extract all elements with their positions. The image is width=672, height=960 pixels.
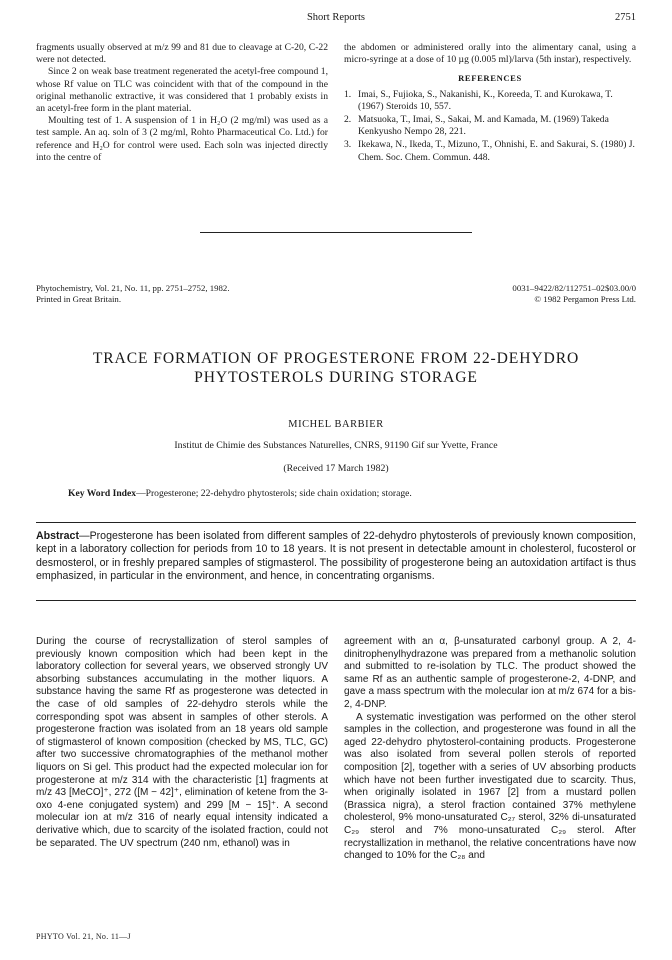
reference-number: 2. <box>344 114 352 126</box>
citation-line: Phytochemistry, Vol. 21, No. 11, pp. 2751–2752, 1982. <box>36 283 230 293</box>
keyword-index <box>68 488 636 499</box>
reference-item <box>344 114 636 138</box>
section-divider <box>200 232 472 233</box>
footer: PHYTO Vol. 21, No. 11—J <box>36 932 131 941</box>
paragraph: the abdomen or administered orally into the alimentary canal, using a micro-syringe at a dose of 10 µg (0.005 ml)/larva (5th instar), respectively. <box>344 42 636 66</box>
reference-text: Matsuoka, T., Imai, S., Sakai, M. and Kamada, M. (1969) Takeda Kenkyusho Nempo 28, 221. <box>358 114 609 138</box>
author: MICHEL BARBIER <box>288 419 384 430</box>
body-left-column <box>36 636 328 850</box>
affiliation: Institut de Chimie des Substances Naturelles, CNRS, 91190 Gif sur Yvette, France <box>174 440 498 451</box>
paragraph: A systematic investigation was performed on the other sterol samples in the collection, and progesterone was found in all the aged 22-dehydro phytosterol-containing products. Progesterone was also isolated from several pollen sterols of reported composition [2], together with a series of UV absorbing products which have not been further investigated due to scarcity. Thus, when originally isolated in 1967 [2] from a mustard pollen (Brassica nigra), a sterol fraction contained 37% methylene cholesterol, 9% mono-unsaturated C₂₇ sterol, 32% di-unsaturated C₂₉ sterol and 7% mono-unsaturated C₂₉ sterol. After recrystallization in methanol, the relative concentrations have now changed to 10% for the C₂₈ and <box>344 711 636 862</box>
paragraph: Moulting test of 1. A suspension of 1 in H₂O (2 mg/ml) was used as a test sample. An aq. soln of 3 (2 mg/ml, Rohto Pharmaceutical Co. Ltd.) for reference and H₂O for control were used. Each soln was injected directly into the centre of <box>36 115 328 163</box>
reference-item <box>344 89 636 113</box>
previous-article-right-column <box>344 42 636 165</box>
body-right-column <box>344 636 636 863</box>
title-line: PHYTOSTEROLS DURING STORAGE <box>194 369 478 386</box>
previous-article-left-column <box>36 42 328 164</box>
keywords-text: —Progesterone; 22-dehydro phytosterols; side chain oxidation; storage. <box>136 488 412 499</box>
abstract <box>36 530 636 584</box>
paragraph: agreement with an α, β-unsaturated carbonyl group. A 2, 4-dinitrophenylhydrazone was prepared from a methanolic solution and submitted to re-isolation by TLC. The product showed the same Rf as an authentic sample of progesterone-2, 4-DNP, and gave a mass spectrum with the molecular ion at m/z 674 for a bis-2, 4-DNP. <box>344 636 636 710</box>
citation-line: Printed in Great Britain. <box>36 294 122 304</box>
article-title <box>36 349 636 387</box>
abstract-bottom-rule <box>36 600 636 601</box>
abstract-text: —Progesterone has been isolated from different samples of 22-dehydro phytosterols of previously known composition, kept in a laboratory collection for periods from 10 to 18 years. It is not present in detectable amount in cholesterol, fucosterol or desmosterol, or in freshly prepared samples of stigmasterol. The possibility of progesterone being an autoxidation artifact is thus emphasized, in particular in the environment, and hence, in concentrating organisms. <box>36 530 636 583</box>
reference-number: 1. <box>344 88 352 100</box>
page-number: 2751 <box>615 12 636 23</box>
title-line: TRACE FORMATION OF PROGESTERONE FROM 22-DEHYDRO <box>92 350 580 367</box>
paragraph: During the course of recrystallization of sterol samples of previously known composition which had been kept in the laboratory collection for several years, we observed strongly UV absorbing substances accumulating in the mother liquors. A substance having the same Rf as progesterone was detected in the case of old samples of 22-dehydro sterols while the corresponding spot was absent in samples of other sterols. A progesterone fraction was isolated from an 18 years old sample of stigmasterol of known composition (checked by MS, TLC, GC) after two successive chromatographies of the methanol mother liquors on Si gel. This product had the expected molecular ion for progesterone at m/z 314 with the characteristic [1] fragments at m/z 43 [MeCO]⁺, 272 ([M − 42]⁺, elimination of ketene from the 3-oxo 4-ene conjugated system) and 299 [M − 15]⁺. A second molecular ion at m/z 316 of nearly equal intensity indicated a derivative which, due to scarcity of the isolated fraction, could not be separated. The UV spectrum (240 nm, ethanol) was in <box>36 636 328 849</box>
references-heading: REFERENCES <box>458 73 522 84</box>
paragraph: Since 2 on weak base treatment regenerated the acetyl-free compound 1, whose Rf value on TLC was coincident with that of the compound in the original methanolic extractive, it was considered that 1 probably exists in an acetyl-free form in the plant material. <box>36 66 328 115</box>
code-line: 0031–9422/82/112751–02$03.00/0 <box>512 283 636 293</box>
received-date: (Received 17 March 1982) <box>283 463 389 474</box>
reference-text: Ikekawa, N., Ikeda, T., Mizuno, T., Ohnishi, E. and Sakurai, S. (1980) J. Chem. Soc. Chem. Commun. 448. <box>358 139 635 163</box>
reference-item <box>344 139 636 163</box>
abstract-top-rule <box>36 522 636 523</box>
paragraph: fragments usually observed at m/z 99 and 81 due to cleavage at C-20, C-22 were not detected. <box>36 42 328 66</box>
running-head <box>36 12 636 28</box>
copyright-line: © 1982 Pergamon Press Ltd. <box>534 294 636 304</box>
journal-citation <box>36 283 230 305</box>
reference-text: Imai, S., Fujioka, S., Nakanishi, K., Koreeda, T. and Kurokawa, T. (1967) Steroids 10, 557. <box>358 88 613 112</box>
running-head-title: Short Reports <box>306 12 366 23</box>
reference-number: 3. <box>344 139 352 151</box>
journal-code <box>512 283 636 305</box>
keywords-label: Key Word Index <box>68 488 137 499</box>
abstract-label: Abstract <box>36 530 79 542</box>
